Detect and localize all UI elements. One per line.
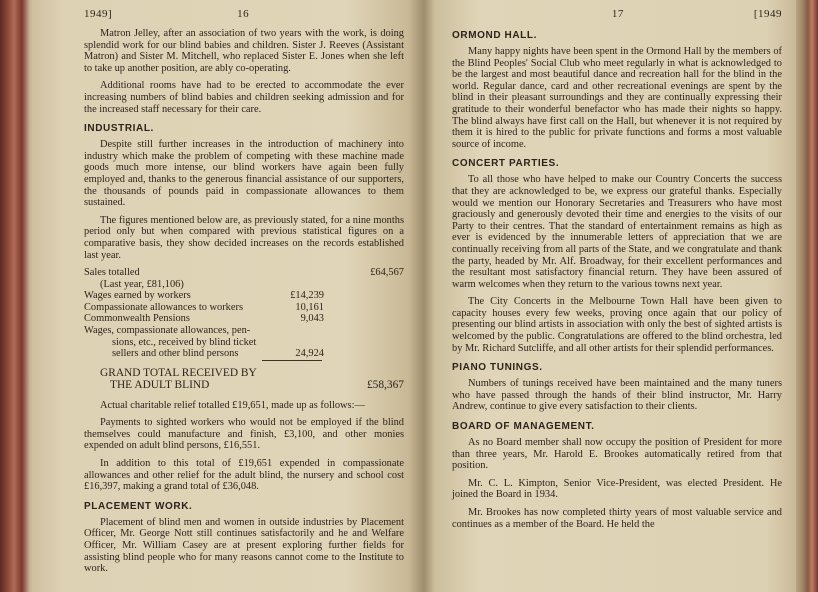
fig-misc-line3: sellers and other blind persons (112, 348, 239, 360)
fig-pensions-value: 9,043 (300, 313, 324, 325)
fig-misc-line1: Wages, compassionate allowances, pen- (84, 325, 251, 337)
left-page-number: 16 (237, 8, 250, 20)
left-page (32, 0, 424, 592)
heading-piano: PIANO TUNINGS. (452, 362, 543, 374)
paragraph: To all those who have helped to make our Country Concerts the success that they are acknowledged to be, we express our grateful thanks. Especially would we mention our Honorary Secretaries and Treasurers who have most graciously and generously devoted their time and energies to the visits of our Party to their centres. That the standard of entertainment remains as high as ever is evidenced by the innumerable letters of appreciation that we are continually receiving from all parts of the State, and we congratulate and thank the party, headed by Mr. Alf. Broadway, for their excellent performances and the resultant most satisfactory financial return. They have been assured of warm welcomes when they return to the various towns next year. (452, 174, 782, 290)
right-page-number: 17 (611, 8, 624, 20)
heading-concert: CONCERT PARTIES. (452, 158, 560, 170)
paragraph: Numbers of tunings received have been maintained and the many tuners who have passed through the hands of their blind instructor, Mr. Harry Andrew, continue to give every satisfaction to their clients. (452, 378, 782, 413)
fig-wages-value: £14,239 (290, 290, 324, 302)
fig-pensions-label: Commonwealth Pensions (84, 313, 190, 325)
figures-table (84, 267, 404, 392)
left-year: 1949] (84, 8, 113, 20)
page-edge (796, 0, 818, 592)
paragraph: Matron Jelley, after an association of two years with the work, is doing splendid work for our blind babies and children. Sister J. Reeves (Assistant Matron) and Sister M. Mitchell, who replaced Sister E. Jones when she left to take up another position, are ably co-operating. (84, 28, 404, 74)
fig-wages-label: Wages earned by workers (84, 290, 191, 302)
fig-last-year: (Last year, £81,106) (100, 278, 184, 290)
paragraph: Mr. C. L. Kimpton, Senior Vice-President, was elected President. He joined the Board in 1934. (452, 477, 782, 501)
paragraph: The figures mentioned below are, as previously stated, for a nine months period only but when compared with previous statistical figures on a comparative basis, they show decided increases on the records established last year. (84, 214, 404, 261)
paragraph: Payments to sighted workers who would not be employed if the blind themselves could manufacture and finish, £3,100, and other monies expended on adult blind persons, £16,551. (84, 417, 404, 452)
heading-placement: PLACEMENT WORK. (84, 500, 193, 512)
paragraph: Placement of blind men and women in outside industries by Placement Officer, Mr. George Nott still continues satisfactorily and he and Welfare Officer, Mr. William Casey are at present exploring further fields for assisting blind people who for many reasons cannot come to the Institute to work. (84, 516, 404, 575)
sum-rule (262, 360, 322, 361)
paragraph: Many happy nights have been spent in the Ormond Hall by the members of the Blind Peoples' Social Club who meet regularly in what is acknowledged to be the largest and most beautiful dance and recreation hall for the blind in the world. Regular dance, card and other recreational evenings are spent by the blind in their pleasant surroundings and they are continually expressing their gratitude to their wonderful benefactor who has made their nights so happy. The blind always have first call on the Hall, but whenever it is not required by them it is hired to the public for private functions and forms a most valuable source of income. (452, 46, 782, 150)
heading-industrial: INDUSTRIAL. (84, 123, 154, 135)
grand-total (84, 367, 404, 392)
paragraph: Additional rooms have had to be erected to accommodate the ever increasing numbers of blind babies and children seeking admission and for the increased staff necessary for their care. (84, 80, 404, 115)
fig-sales-label: Sales totalled (84, 267, 140, 279)
right-page-header (452, 8, 782, 22)
paragraph: Actual charitable relief totalled £19,651, made up as follows:— (100, 399, 365, 411)
paragraph: Mr. Brookes has now completed thirty years of most valuable service and continues as a member of the Board. He held the (452, 507, 782, 530)
left-page-header (84, 8, 404, 22)
heading-ormond: ORMOND HALL. (452, 30, 537, 41)
fig-misc-line2: sions, etc., received by blind ticket (112, 336, 257, 348)
grand-total-line2: THE ADULT BLIND (110, 379, 210, 392)
fig-comp-value: 10,161 (295, 301, 324, 313)
paragraph: Despite still further increases in the introduction of machinery into industry which make the problem of competing with these machine made goods much more intense, our blind workers have again been fully employed and, thanks to the generous financial assistance of our supporters, the thousands of pounds paid in compassionate allowances to them sustained. (84, 139, 404, 209)
paragraph: As no Board member shall now occupy the position of President for more than three years, Mr. Harold E. Brookes automatically retired from that position. (452, 437, 782, 472)
paragraph: The City Concerts in the Melbourne Town Hall have been given to capacity houses every few weeks, proving once again that our policy of presenting our blind artists in association with only the best of sighted artists is welcomed by the public. Congratulations are offered to the blind orchestra, led by Mr. Richard Sutcliffe, and all other artists for their splendid performances. (452, 296, 782, 354)
paragraph: In addition to this total of £19,651 expended in compassionate allowances and other relief for the adult blind, the nursery and school cost £16,397, making a grand total of £36,048. (84, 458, 404, 493)
grand-total-line1: GRAND TOTAL RECEIVED BY (100, 366, 257, 379)
fig-misc-value: 24,924 (295, 348, 324, 360)
heading-board: BOARD OF MANAGEMENT. (452, 421, 595, 433)
fig-sales-value: £64,567 (370, 267, 404, 279)
right-page (424, 0, 796, 592)
fig-comp-label: Compassionate allowances to workers (84, 301, 243, 313)
grand-total-value: £58,367 (366, 379, 404, 392)
right-year: [1949 (753, 8, 782, 20)
